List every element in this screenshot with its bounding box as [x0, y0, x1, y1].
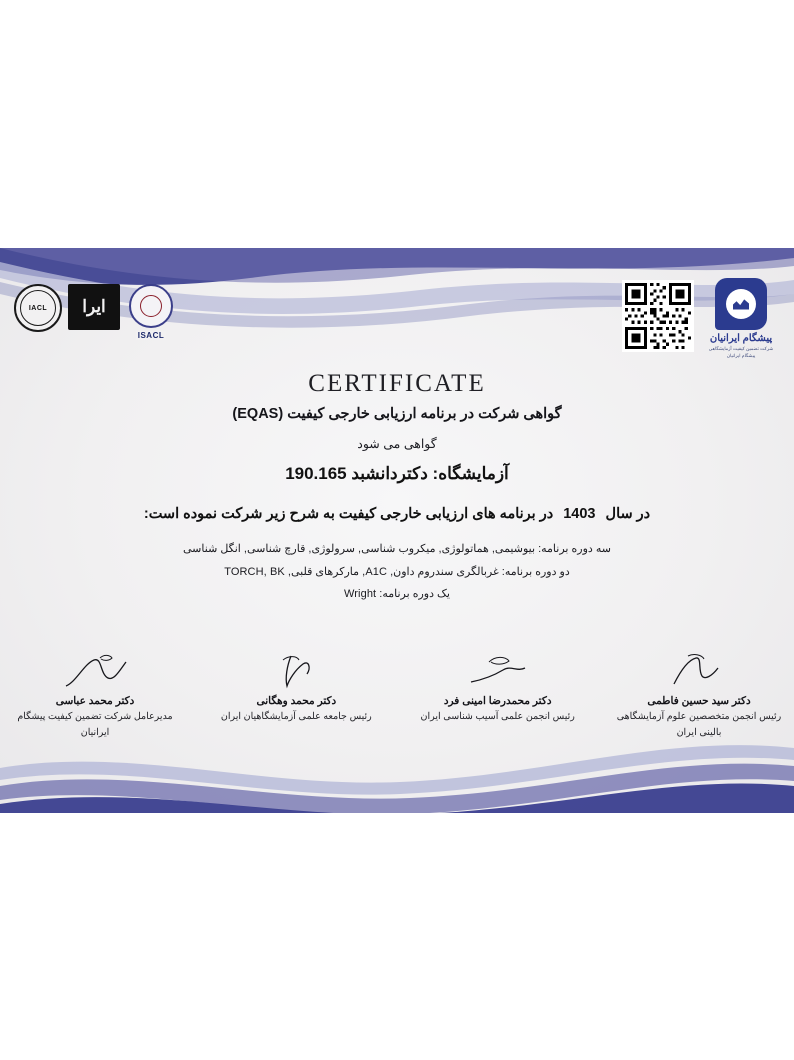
laboratory-name: دکتردانشبد	[351, 464, 428, 483]
company-brand	[702, 278, 780, 360]
certificate-sheet	[0, 248, 794, 813]
signatory	[10, 648, 180, 740]
year-value: 1403	[563, 506, 596, 522]
certificate-body	[0, 370, 794, 606]
isacl-logo-icon	[126, 284, 176, 340]
ira-logo-icon: ایرا	[68, 284, 120, 330]
laboratory-line	[0, 464, 794, 484]
laboratory-label: آزمایشگاه:	[432, 464, 509, 483]
brand-name: پیشگام ایرانیان	[709, 333, 773, 344]
signature-block	[10, 648, 784, 740]
signature-mark	[413, 648, 583, 694]
year-prefix: در سال	[605, 506, 651, 522]
program-row: یک دوره برنامه: Wright	[344, 588, 450, 601]
signatory-name: دکتر محمد وهگانی	[256, 695, 337, 707]
signatory-title: رئیس انجمن علمی آسیب شناسی ایران	[420, 711, 575, 722]
qr-code[interactable]	[622, 280, 694, 352]
year-suffix: در برنامه های ارزیابی خارجی کیفیت به شرح زیر شرکت نموده است:	[143, 506, 554, 522]
program-row: سه دوره برنامه: بیوشیمی, هماتولوژی, میکروب شناسی, سرولوژی, قارچ شناسی, انگل شناسی	[183, 543, 611, 555]
brand-subtitle: شرکت تضمین کیفیت آزمایشگاهی پیشگام ایرانیان	[708, 346, 774, 358]
isacl-logo-label: ISACL	[137, 331, 165, 340]
signatory-name: دکتر سید حسین فاطمی	[647, 695, 751, 707]
handwritten-signature-icon	[261, 652, 331, 694]
iacl-logo-label: IACL	[28, 304, 48, 312]
association-logos	[14, 284, 176, 340]
signature-mark	[211, 648, 381, 694]
pishgam-logo-inner	[726, 289, 756, 319]
iacl-logo-icon	[14, 284, 62, 332]
attestation-line: گواهی می شود	[357, 437, 437, 451]
signatory-name: دکتر محمدرضا امینی فرد	[443, 695, 552, 707]
signature-mark	[10, 648, 180, 694]
program-list	[0, 538, 794, 606]
signatory-title: رئیس انجمن متخصصین علوم آزمایشگاهی بالینی ایران	[616, 711, 782, 738]
pishgam-logo-icon	[715, 278, 767, 330]
signatory	[413, 648, 583, 740]
handwritten-signature-icon	[664, 652, 734, 694]
qr-code-icon	[625, 283, 691, 349]
laboratory-code: 190.165	[285, 464, 347, 483]
signatory	[614, 648, 784, 740]
handwritten-signature-icon	[463, 652, 533, 694]
program-row: دو دوره برنامه: غربالگری سندروم داون, A1C, مارکرهای قلبی, TORCH, BK	[224, 565, 570, 578]
signatory-name: دکتر محمد عباسی	[55, 695, 135, 707]
signature-mark	[614, 648, 784, 694]
year-statement	[0, 506, 794, 522]
certificate-title: CERTIFICATE	[308, 370, 486, 397]
handwritten-signature-icon	[60, 652, 130, 694]
signatory-title: رئیس جامعه علمی آزمایشگاهیان ایران	[220, 711, 372, 722]
certificate-subtitle: گواهی شرکت در برنامه ارزیابی خارجی کیفیت (EQAS)	[232, 406, 562, 422]
isacl-ring	[129, 284, 173, 328]
signatory-title: مدیرعامل شرکت تضمین کیفیت پیشگام ایرانیان	[17, 711, 173, 738]
signatory	[211, 648, 381, 740]
